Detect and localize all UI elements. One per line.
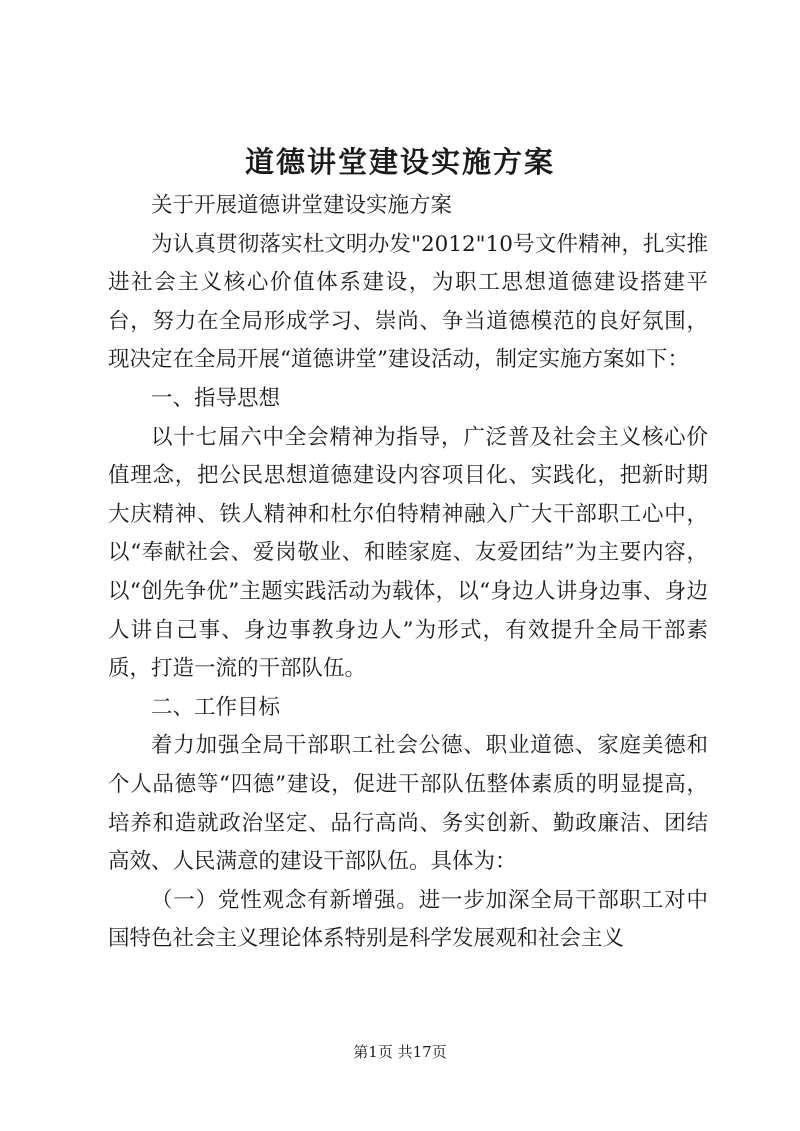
paragraph-intro: 为认真贯彻落实杜文明办发"2012"10号文件精神，扎实推进社会主义核心价值体系建设，为职工思想道德建设搭建平台，努力在全局形成学习、崇尚、争当道德模范的良好氛围，现决定在全局开展“道德讲堂”建设活动，制定实施方案如下： xyxy=(108,231,708,373)
section-heading-work-goals: 二、工作目标 xyxy=(151,694,281,720)
paragraph-guiding-ideology: 以十七届六中全会精神为指导，广泛普及社会主义核心价值理念，把公民思想道德建设内容项目化、实践化，把新时期大庆精神、铁人精神和杜尔伯特精神融入广大干部职工心中，以“奉献社会、爱岗敬业、和睦家庭、友爱团结”为主要内容，以“创先争优”主题实践活动为载体，以“身边人讲身边事、身边人讲自己事、身边事教身边人”为形式，有效提升全局干部素质，打造一流的干部队伍。 xyxy=(108,424,708,682)
page-footer: 第1页 共17页 xyxy=(353,1043,447,1061)
paragraph-subtitle: 关于开展道德讲堂建设实施方案 xyxy=(151,193,453,218)
document-body xyxy=(108,187,708,959)
section-heading-guiding-ideology: 一、指导思想 xyxy=(151,385,281,411)
paragraph-item-1: （一）党性观念有新增强。进一步加深全局干部职工对中国特色社会主义理论体系特别是科学发展观和社会主义 xyxy=(108,887,708,952)
document-title: 道德讲堂建设实施方案 xyxy=(244,145,555,179)
paragraph-work-goals: 着力加强全局干部职工社会公德、职业道德、家庭美德和个人品德等“四德”建设，促进干部队伍整体素质的明显提高，培养和造就政治坚定、品行高尚、务实创新、勤政廉洁、团结高效、人民满意的建设干部队伍。具体为： xyxy=(108,733,708,875)
